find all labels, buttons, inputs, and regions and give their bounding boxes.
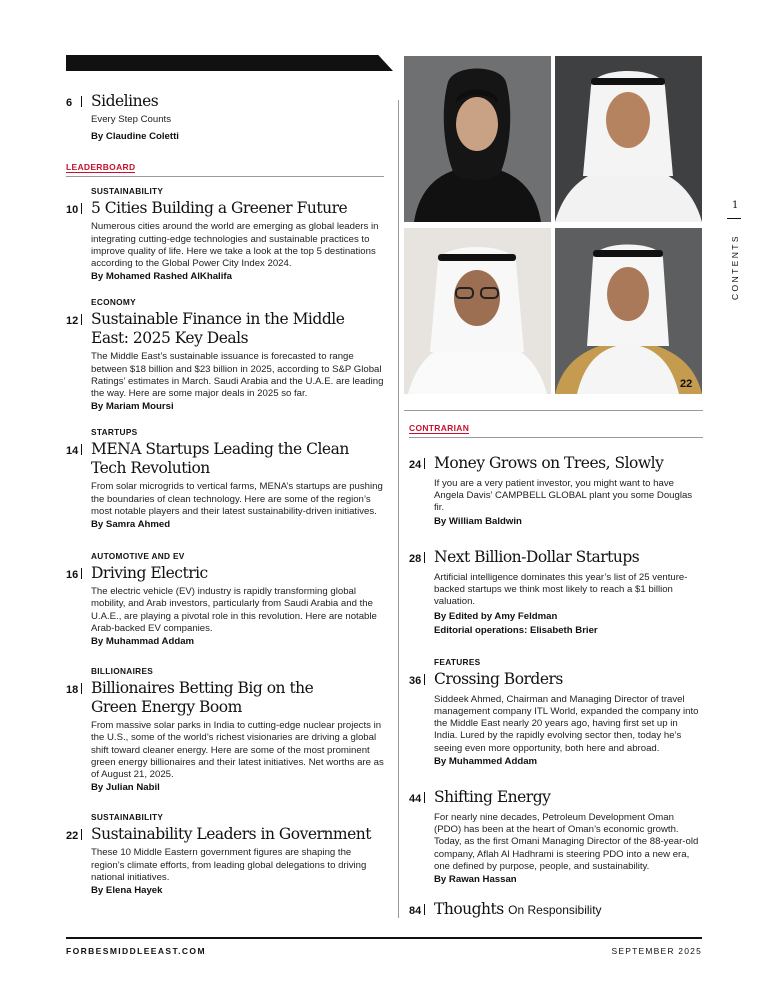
- article-summary: If you are a very patient investor, you might want to have Angela Davis’ CAMPBELL GLOBAL plant you some Douglas fir.: [434, 478, 693, 514]
- toc-entry-sustainability-leaders[interactable]: [66, 812, 384, 897]
- category-label: BILLIONAIRES: [91, 666, 154, 677]
- page-number: 22: [66, 830, 91, 842]
- page-number: 84: [409, 905, 434, 917]
- page-number: 6: [66, 97, 91, 109]
- article-summary: From massive solar parks in India to cutting-edge nuclear projects in the U.S., some of the world’s richest visionaries are driving a global shift toward cleaner energy. Here are some of the most prominent green energy billionaires and their latest initiatives. Net worths are as of August 21, 2025.: [91, 720, 384, 781]
- article-summary: The electric vehicle (EV) industry is rapidly transforming global mobility, and Arab investors, particularly from Saudi Arabia and the U.A.E., are playing a pivotal role in this revolution. Here are notable Arab-backed EV companies.: [91, 586, 377, 634]
- section-contrarian: [409, 418, 703, 438]
- article-byline: By William Baldwin: [434, 515, 522, 527]
- article-summary: The Middle East’s sustainable issuance is forecasted to range between $18 billion and $23 billion in 2025, according to S&P Global Ratings’ estimates in March. Saudi Arabia and the U.A.E. are leading the way. Here are some major deals in 2025 so far.: [91, 351, 384, 400]
- toc-entry-shifting-energy[interactable]: [409, 788, 703, 886]
- section-divider: [404, 410, 703, 411]
- header-black-bar: [66, 55, 393, 71]
- page-number: 44: [409, 793, 434, 805]
- sidebar-tick: [727, 218, 741, 219]
- article-title: Sustainability Leaders in Government: [91, 825, 371, 844]
- toc-left-column: [66, 92, 384, 897]
- category-label: SUSTAINABILITY: [91, 186, 164, 197]
- portrait-photo-man-white-ghutra: [555, 56, 702, 222]
- article-byline-editorial: Editorial operations: Elisabeth Brier: [434, 624, 598, 636]
- category-label: AUTOMOTIVE AND EV: [91, 551, 185, 562]
- article-byline: By Mariam Moursi: [91, 401, 174, 413]
- article-title: 5 Cities Building a Greener Future: [91, 199, 348, 218]
- toc-entry-thoughts[interactable]: [409, 900, 703, 920]
- article-title-suffix: On Responsibility: [508, 903, 602, 918]
- section-leaderboard: [66, 157, 384, 177]
- sidebar-contents-label: CONTENTS: [730, 234, 740, 300]
- article-summary: Siddeek Ahmed, Chairman and Managing Director of travel management company ITL World, expanded the company into the Middle East nearly 20 years ago, having first set up in India. Lured by the rapidly evolving sector then, today he’s seeing even more opportunity, both here and abroad.: [434, 693, 699, 754]
- toc-right-column: [409, 410, 703, 920]
- article-byline: By Julian Nabil: [91, 782, 160, 794]
- category-label: ECONOMY: [91, 297, 136, 308]
- section-divider: [66, 176, 384, 177]
- toc-entry-next-billion-dollar[interactable]: [409, 548, 703, 637]
- page-number: 14: [66, 445, 91, 457]
- toc-entry-crossing-borders[interactable]: [409, 657, 703, 768]
- page-number: 18: [66, 684, 91, 696]
- article-title: Crossing Borders: [434, 669, 563, 688]
- section-label: LEADERBOARD: [66, 162, 136, 173]
- page-number: 24: [409, 459, 434, 471]
- article-summary: From solar microgrids to vertical farms, MENA’s startups are pushing the boundaries of clean technology. Here are some of the region’s most notable players and their latest sustainability-driven initiatives.: [91, 481, 383, 517]
- photo-page-number: 22: [680, 378, 693, 390]
- category-label: SUSTAINABILITY: [91, 812, 164, 823]
- page-number: 12: [66, 315, 91, 327]
- article-byline: By Muhammed Addam: [434, 755, 538, 767]
- toc-entry-driving-electric[interactable]: [66, 551, 384, 648]
- toc-entry-sustainable-finance[interactable]: [66, 297, 384, 413]
- article-title: MENA Startups Leading the Clean Tech Revolution: [91, 440, 349, 478]
- article-title: Thoughts On Responsibility: [434, 900, 602, 919]
- toc-entry-money-grows[interactable]: [409, 454, 703, 528]
- toc-entry-billionaires[interactable]: [66, 666, 384, 794]
- page-number: 28: [409, 553, 434, 565]
- article-title: Sustainable Finance in the Middle East: 2025 Key Deals: [91, 310, 345, 348]
- toc-entry-sidelines[interactable]: [66, 92, 384, 143]
- portrait-photo-man-bisht: [555, 228, 702, 394]
- article-title: Sidelines: [91, 92, 159, 110]
- toc-entry-mena-startups[interactable]: [66, 427, 384, 531]
- portrait-photo-woman-hijab: [404, 56, 551, 222]
- article-title: Shifting Energy: [434, 788, 551, 807]
- toc-entry-5-cities[interactable]: [66, 186, 384, 283]
- column-divider: [398, 100, 399, 918]
- footer-website[interactable]: FORBESMIDDLEEAST.COM: [66, 946, 206, 956]
- article-byline: By Rawan Hassan: [434, 874, 517, 886]
- article-byline: By Mohamed Rashed AlKhalifa: [91, 271, 232, 283]
- article-title: Billionaires Betting Big on the Green Energy Boom: [91, 679, 314, 717]
- footer-issue-date: SEPTEMBER 2025: [611, 946, 702, 956]
- category-label: FEATURES: [434, 656, 481, 667]
- article-byline: By Samra Ahmed: [91, 519, 171, 531]
- footer-rule: [66, 937, 702, 939]
- page-number: 36: [409, 675, 434, 687]
- article-summary: Artificial intelligence dominates this year’s list of 25 venture-backed startups we think most likely to reach a $1 billion valuation.: [434, 571, 688, 608]
- page-number: 10: [66, 204, 91, 216]
- article-byline: By Claudine Coletti: [91, 131, 179, 143]
- article-byline: By Edited by Amy Feldman: [434, 611, 558, 623]
- article-byline: By Elena Hayek: [91, 885, 163, 897]
- section-label: CONTRARIAN: [409, 423, 470, 433]
- sidebar-page-number: 1: [732, 200, 739, 211]
- article-byline: By Muhammad Addam: [91, 636, 195, 648]
- article-summary: For nearly nine decades, Petroleum Development Oman (PDO) has been at the heart of Oman’s economic growth. Today, as the first Omani Managing Director of the 88-year-old company, Aflah Al Hadhrami is steering PDO into a new era, one defined by purpose, people, and sustainability.: [434, 812, 699, 872]
- page-number: 16: [66, 569, 91, 581]
- article-title: Next Billion-Dollar Startups: [434, 547, 640, 566]
- article-summary: Numerous cities around the world are emerging as global leaders in integrating cutting-edge technologies and sustainable practices to improve quality of life. Here we take a look at the top 5 destinations according to the Global Power City Index 2024.: [91, 221, 379, 270]
- article-title: Money Grows on Trees, Slowly: [434, 454, 664, 472]
- article-summary: Every Step Counts: [91, 114, 171, 125]
- portrait-photo-man-glasses: [404, 228, 551, 394]
- article-title: Driving Electric: [91, 564, 208, 583]
- category-label: STARTUPS: [91, 427, 138, 438]
- section-divider: [409, 437, 703, 438]
- article-summary: These 10 Middle Eastern government figures are shaping the region’s climate efforts, from leading global delegations to driving national initiatives.: [91, 847, 367, 883]
